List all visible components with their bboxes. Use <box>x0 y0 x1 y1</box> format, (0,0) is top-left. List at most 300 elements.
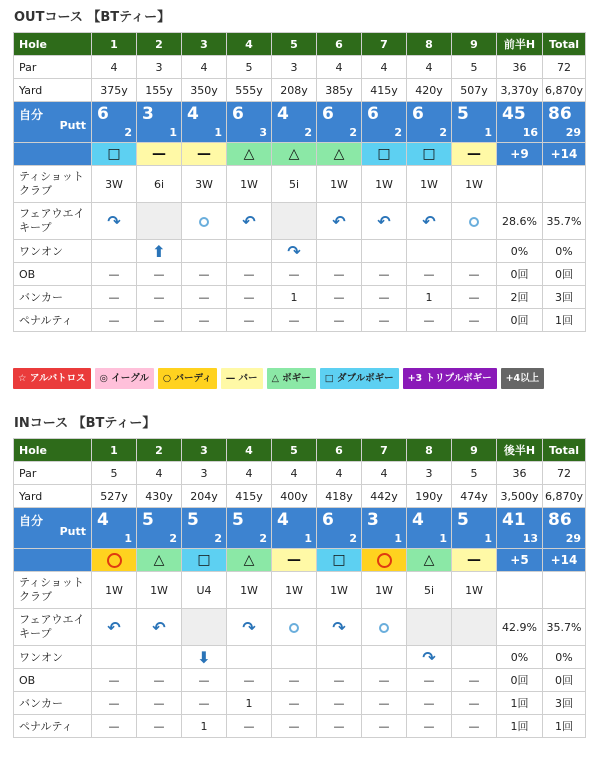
yard-value: 507y <box>452 79 497 102</box>
penalty-value: — <box>407 309 452 332</box>
legend-four-plus: +4以上 <box>501 368 545 389</box>
fairway-subtotal: 42.9% <box>497 609 543 646</box>
in-scorecard-table <box>13 438 586 738</box>
yard-value: 415y <box>362 79 407 102</box>
putt-count: 2 <box>124 126 132 139</box>
yard-value: 375y <box>92 79 137 102</box>
ob-row <box>14 669 586 692</box>
hole-stat-cell <box>182 240 227 263</box>
ob-value: — <box>362 263 407 286</box>
hole-score-cell <box>182 508 227 549</box>
result-mark-bogey <box>407 549 452 572</box>
stroke-total: 86 <box>548 510 572 530</box>
result-mark: △ <box>423 552 435 568</box>
ob-subtotal: 0回 <box>497 263 543 286</box>
result-subtotal: +9 <box>497 143 543 166</box>
hole-stat-cell <box>182 609 227 646</box>
row-label: バンカー <box>14 692 92 715</box>
putt-count: 1 <box>394 532 402 545</box>
hole-stat-cell <box>452 646 497 669</box>
hole-header-row <box>14 439 586 462</box>
hole-number: 9 <box>452 439 497 462</box>
hole-score-cell <box>182 102 227 143</box>
hole-score-cell <box>317 508 362 549</box>
hole-stat-cell <box>272 646 317 669</box>
tee-club-value: U4 <box>182 572 227 609</box>
subtotal-score-cell <box>497 102 543 143</box>
result-mark-dbogey <box>317 549 362 572</box>
par-value: 4 <box>92 56 137 79</box>
stroke-count: 5 <box>457 510 469 530</box>
score-legend <box>13 368 544 389</box>
row-label: Yard <box>14 485 92 508</box>
bunker-value: — <box>182 692 227 715</box>
hole-stat-cell <box>407 240 452 263</box>
putt-count: 2 <box>169 532 177 545</box>
tee-subtotal-empty <box>497 572 543 609</box>
hole-header-row <box>14 33 586 56</box>
hole-number: 7 <box>362 439 407 462</box>
legend-par: — パー <box>221 368 263 389</box>
tee-club-value: 1W <box>407 166 452 203</box>
stroke-count: 5 <box>457 104 469 124</box>
subtotal-header: 後半H <box>497 439 543 462</box>
penalty-value: — <box>92 309 137 332</box>
score-row <box>14 102 586 143</box>
par-total: 72 <box>543 56 586 79</box>
hole-stat-cell <box>362 646 407 669</box>
hole-stat-cell <box>407 203 452 240</box>
par-subtotal: 36 <box>497 56 543 79</box>
penalty-value: — <box>317 715 362 738</box>
fairway-row <box>14 609 586 646</box>
par-value: 4 <box>317 56 362 79</box>
penalty-value: — <box>272 309 317 332</box>
putt-count: 2 <box>349 532 357 545</box>
hole-stat-cell <box>407 609 452 646</box>
result-mark-par <box>452 549 497 572</box>
hole-score-cell <box>92 508 137 549</box>
hole-stat-cell <box>272 609 317 646</box>
hole-score-cell <box>452 508 497 549</box>
tee-club-value: 5i <box>272 166 317 203</box>
penalty-subtotal: 1回 <box>497 715 543 738</box>
yard-subtotal: 3,500y <box>497 485 543 508</box>
putt-count: 1 <box>304 532 312 545</box>
hole-number: 2 <box>137 439 182 462</box>
bunker-value: — <box>362 286 407 309</box>
ob-subtotal: 0回 <box>497 669 543 692</box>
curve-left-arrow-icon: ↶ <box>107 617 121 637</box>
bunker-total: 3回 <box>543 692 586 715</box>
hole-stat-cell <box>272 203 317 240</box>
hole-stat-cell <box>227 240 272 263</box>
hole-stat-cell <box>362 203 407 240</box>
one-on-total: 0% <box>543 646 586 669</box>
yard-value: 385y <box>317 79 362 102</box>
stroke-count: 5 <box>142 510 154 530</box>
fairway-hit-icon <box>289 623 299 633</box>
total-header: Total <box>543 439 586 462</box>
legend-bogey: △ ボギー <box>267 368 316 389</box>
one-on-subtotal: 0% <box>497 240 543 263</box>
tee-club-value: 1W <box>317 166 362 203</box>
par-row <box>14 56 586 79</box>
penalty-value: — <box>92 715 137 738</box>
row-label: Par <box>14 56 92 79</box>
yard-value: 442y <box>362 485 407 508</box>
curve-right-arrow-icon: ↷ <box>332 617 346 637</box>
ob-value: — <box>317 669 362 692</box>
tee-total-empty <box>543 166 586 203</box>
putt-count: 1 <box>484 126 492 139</box>
row-label: ペナルティ <box>14 309 92 332</box>
birdie-circle-icon <box>107 553 122 568</box>
penalty-row <box>14 309 586 332</box>
result-mark-bogey <box>272 143 317 166</box>
stroke-count: 6 <box>412 104 424 124</box>
result-mark-birdie <box>92 549 137 572</box>
hole-score-cell <box>227 102 272 143</box>
result-mark: △ <box>243 146 255 162</box>
tee-subtotal-empty <box>497 166 543 203</box>
hole-stat-cell <box>137 240 182 263</box>
result-mark-dbogey <box>362 143 407 166</box>
result-row <box>14 143 586 166</box>
yard-row <box>14 79 586 102</box>
bunker-value: — <box>137 286 182 309</box>
putt-count: 2 <box>304 126 312 139</box>
penalty-value: — <box>317 309 362 332</box>
bunker-value: 1 <box>407 286 452 309</box>
fairway-hit-icon <box>469 217 479 227</box>
penalty-value: — <box>137 309 182 332</box>
row-label: Hole <box>14 439 92 462</box>
ob-value: — <box>317 263 362 286</box>
hole-stat-cell <box>272 240 317 263</box>
score-row <box>14 508 586 549</box>
par-value: 4 <box>317 462 362 485</box>
stroke-count: 5 <box>187 510 199 530</box>
putt-total: 29 <box>565 126 581 139</box>
hole-score-cell <box>407 102 452 143</box>
par-value: 4 <box>227 462 272 485</box>
fairway-total: 35.7% <box>543 609 586 646</box>
hole-stat-cell <box>182 203 227 240</box>
putt-label: Putt <box>59 525 86 538</box>
bunker-subtotal: 1回 <box>497 692 543 715</box>
penalty-value: — <box>452 715 497 738</box>
putt-count: 2 <box>349 126 357 139</box>
hole-number: 9 <box>452 33 497 56</box>
hole-stat-cell <box>137 646 182 669</box>
yard-value: 415y <box>227 485 272 508</box>
putt-count: 1 <box>124 532 132 545</box>
putt-count: 2 <box>394 126 402 139</box>
ob-value: — <box>92 263 137 286</box>
fairway-hit-icon <box>379 623 389 633</box>
birdie-circle-icon <box>377 553 392 568</box>
yard-value: 204y <box>182 485 227 508</box>
hole-number: 3 <box>182 439 227 462</box>
row-label: Par <box>14 462 92 485</box>
curve-right-arrow-icon: ↷ <box>287 241 301 261</box>
par-value: 5 <box>92 462 137 485</box>
stroke-total: 86 <box>548 104 572 124</box>
hole-number: 6 <box>317 33 362 56</box>
penalty-value: — <box>407 715 452 738</box>
bunker-value: — <box>317 286 362 309</box>
yard-value: 190y <box>407 485 452 508</box>
penalty-value: 1 <box>182 715 227 738</box>
hole-stat-cell <box>362 609 407 646</box>
one-on-total: 0% <box>543 240 586 263</box>
result-mark: — <box>287 552 301 568</box>
yard-total: 6,870y <box>543 79 586 102</box>
bunker-row <box>14 286 586 309</box>
yard-total: 6,870y <box>543 485 586 508</box>
penalty-value: — <box>227 715 272 738</box>
hole-stat-cell <box>452 203 497 240</box>
par-value: 4 <box>362 56 407 79</box>
result-mark-par <box>452 143 497 166</box>
ob-value: — <box>137 263 182 286</box>
stroke-count: 3 <box>367 510 379 530</box>
putt-count: 2 <box>214 532 222 545</box>
hole-stat-cell <box>92 646 137 669</box>
one-on-subtotal: 0% <box>497 646 543 669</box>
total-score-cell <box>543 102 586 143</box>
result-mark-par <box>272 549 317 572</box>
legend-eagle: ◎ イーグル <box>95 368 154 389</box>
result-mark: □ <box>197 552 211 568</box>
bunker-value: — <box>407 692 452 715</box>
fairway-subtotal: 28.6% <box>497 203 543 240</box>
tee-club-row <box>14 166 586 203</box>
up-arrow-icon: ⬆ <box>152 241 166 261</box>
putt-count: 2 <box>259 532 267 545</box>
result-mark: — <box>197 146 211 162</box>
fairway-row <box>14 203 586 240</box>
result-mark: — <box>467 146 481 162</box>
putt-count: 3 <box>259 126 267 139</box>
tee-club-value: 1W <box>452 166 497 203</box>
stroke-count: 6 <box>232 104 244 124</box>
par-value: 4 <box>362 462 407 485</box>
ob-value: — <box>92 669 137 692</box>
stroke-count: 4 <box>277 104 289 124</box>
penalty-row <box>14 715 586 738</box>
result-mark-dbogey <box>407 143 452 166</box>
subtotal-header: 前半H <box>497 33 543 56</box>
par-value: 3 <box>182 462 227 485</box>
ob-value: — <box>452 263 497 286</box>
hole-score-cell <box>92 102 137 143</box>
tee-club-value: 1W <box>317 572 362 609</box>
putt-count: 1 <box>169 126 177 139</box>
penalty-value: — <box>272 715 317 738</box>
stroke-count: 6 <box>322 510 334 530</box>
bunker-value: — <box>92 692 137 715</box>
out-course-title: OUTコース 【BTティー】 <box>14 10 171 25</box>
ob-value: — <box>227 669 272 692</box>
bunker-value: — <box>452 692 497 715</box>
bunker-value: — <box>317 692 362 715</box>
tee-club-value: 3W <box>92 166 137 203</box>
hole-score-cell <box>407 508 452 549</box>
tee-club-value: 1W <box>227 166 272 203</box>
putt-count: 1 <box>214 126 222 139</box>
row-label: Yard <box>14 79 92 102</box>
result-mark: △ <box>243 552 255 568</box>
stroke-count: 4 <box>187 104 199 124</box>
putt-total: 29 <box>565 532 581 545</box>
ob-value: — <box>407 669 452 692</box>
hole-stat-cell <box>452 240 497 263</box>
row-label: ワンオン <box>14 646 92 669</box>
hole-stat-cell <box>227 646 272 669</box>
tee-club-row <box>14 572 586 609</box>
penalty-value: — <box>452 309 497 332</box>
hole-stat-cell <box>362 240 407 263</box>
ob-row <box>14 263 586 286</box>
result-total: +14 <box>543 143 586 166</box>
bunker-subtotal: 2回 <box>497 286 543 309</box>
hole-number: 1 <box>92 439 137 462</box>
penalty-total: 1回 <box>543 309 586 332</box>
ob-value: — <box>452 669 497 692</box>
tee-club-value: 6i <box>137 166 182 203</box>
bunker-value: 1 <box>227 692 272 715</box>
penalty-value: — <box>137 715 182 738</box>
hole-number: 5 <box>272 439 317 462</box>
yard-value: 474y <box>452 485 497 508</box>
putt-label: Putt <box>59 119 86 132</box>
one-on-row <box>14 646 586 669</box>
total-score-cell <box>543 508 586 549</box>
legend-birdie: ○ バーディ <box>158 368 217 389</box>
stroke-count: 5 <box>232 510 244 530</box>
out-scorecard-table <box>13 32 586 332</box>
yard-value: 350y <box>182 79 227 102</box>
penalty-value: — <box>362 715 407 738</box>
yard-value: 155y <box>137 79 182 102</box>
tee-club-value: 5i <box>407 572 452 609</box>
score-row-label <box>14 508 92 549</box>
ob-value: — <box>407 263 452 286</box>
tee-club-value: 1W <box>272 572 317 609</box>
bunker-value: — <box>137 692 182 715</box>
hole-score-cell <box>272 102 317 143</box>
par-value: 3 <box>137 56 182 79</box>
hole-number: 2 <box>137 33 182 56</box>
bunker-value: — <box>272 692 317 715</box>
row-label: ペナルティ <box>14 715 92 738</box>
result-mark-dbogey <box>92 143 137 166</box>
tee-club-value: 3W <box>182 166 227 203</box>
hole-score-cell <box>227 508 272 549</box>
curve-right-arrow-icon: ↷ <box>422 647 436 667</box>
score-label: 自分 <box>19 108 44 122</box>
hole-number: 8 <box>407 439 452 462</box>
tee-club-value: 1W <box>452 572 497 609</box>
result-mark: — <box>152 146 166 162</box>
par-row <box>14 462 586 485</box>
result-row-label <box>14 549 92 572</box>
penalty-value: — <box>182 309 227 332</box>
par-value: 4 <box>182 56 227 79</box>
hole-stat-cell <box>317 240 362 263</box>
hole-stat-cell <box>407 646 452 669</box>
tee-club-value: 1W <box>92 572 137 609</box>
ob-total: 0回 <box>543 669 586 692</box>
hole-score-cell <box>137 508 182 549</box>
yard-subtotal: 3,370y <box>497 79 543 102</box>
par-value: 3 <box>407 462 452 485</box>
curve-left-arrow-icon: ↶ <box>152 617 166 637</box>
result-mark: □ <box>377 146 391 162</box>
par-total: 72 <box>543 462 586 485</box>
result-subtotal: +5 <box>497 549 543 572</box>
penalty-subtotal: 0回 <box>497 309 543 332</box>
hole-number: 5 <box>272 33 317 56</box>
hole-number: 3 <box>182 33 227 56</box>
result-mark: △ <box>153 552 165 568</box>
fairway-total: 35.7% <box>543 203 586 240</box>
tee-club-value: 1W <box>362 572 407 609</box>
curve-right-arrow-icon: ↷ <box>242 617 256 637</box>
stroke-count: 4 <box>97 510 109 530</box>
tee-total-empty <box>543 572 586 609</box>
putt-total: 13 <box>522 532 538 545</box>
hole-score-cell <box>137 102 182 143</box>
total-header: Total <box>543 33 586 56</box>
putt-total: 16 <box>522 126 538 139</box>
legend-double-bogey: □ ダブルボギー <box>320 368 399 389</box>
yard-row <box>14 485 586 508</box>
ob-value: — <box>272 263 317 286</box>
hole-stat-cell <box>317 609 362 646</box>
result-mark-par <box>182 143 227 166</box>
par-value: 3 <box>272 56 317 79</box>
hole-number: 7 <box>362 33 407 56</box>
ob-value: — <box>137 669 182 692</box>
ob-value: — <box>362 669 407 692</box>
subtotal-score-cell <box>497 508 543 549</box>
putt-count: 1 <box>484 532 492 545</box>
yard-value: 400y <box>272 485 317 508</box>
hole-number: 4 <box>227 33 272 56</box>
bunker-value: 1 <box>272 286 317 309</box>
legend-albatross: ☆ アルバトロス <box>13 368 91 389</box>
curve-right-arrow-icon: ↷ <box>107 211 121 231</box>
hole-score-cell <box>317 102 362 143</box>
result-mark-bogey <box>227 143 272 166</box>
bunker-value: — <box>92 286 137 309</box>
stroke-total: 45 <box>502 104 526 124</box>
fairway-label: フェアウエイ キープ <box>14 609 92 646</box>
bunker-value: — <box>182 286 227 309</box>
hole-stat-cell <box>317 646 362 669</box>
hole-number: 6 <box>317 439 362 462</box>
hole-score-cell <box>452 102 497 143</box>
result-mark: △ <box>288 146 300 162</box>
result-row-label <box>14 143 92 166</box>
result-mark-par <box>137 143 182 166</box>
result-total: +14 <box>543 549 586 572</box>
hole-number: 4 <box>227 439 272 462</box>
tee-club-value: 1W <box>137 572 182 609</box>
